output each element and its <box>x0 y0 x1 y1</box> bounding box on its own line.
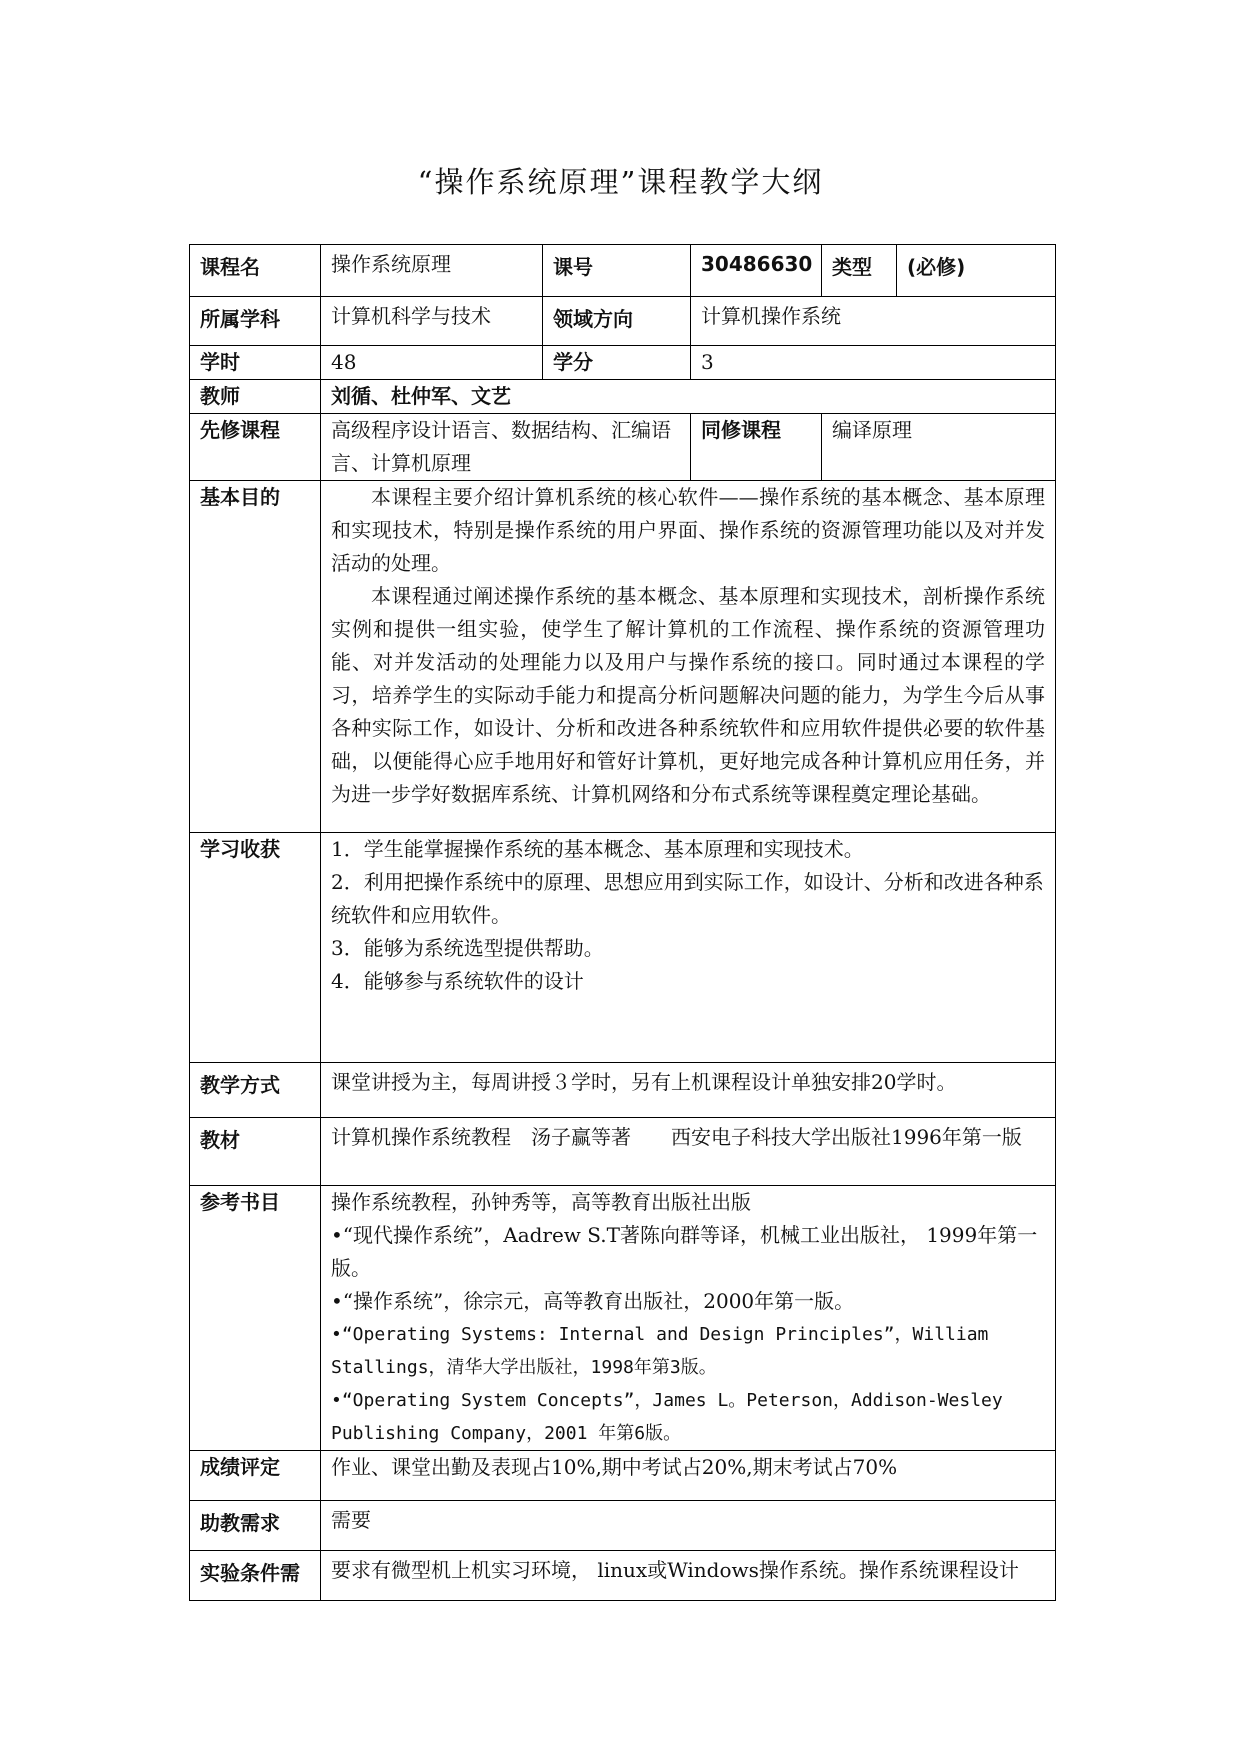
syllabus-table <box>189 244 1056 1601</box>
row-outcomes <box>190 833 1056 1063</box>
outcome-item: 1．学生能掌握操作系统的基本概念、基本原理和实现技术。 <box>331 837 864 861</box>
row-grading <box>190 1451 1056 1501</box>
grading-value: 作业、课堂出勤及表现占10%,期中考试占20%,期末考试占70% <box>321 1451 1056 1501</box>
page-title: “操作系统原理”课程教学大纲 <box>417 165 824 199</box>
ta-label: 助教需求 <box>190 1501 321 1551</box>
credits-value: 3 <box>691 346 1056 380</box>
course-type-label: 类型 <box>822 245 897 297</box>
field-label: 领域方向 <box>543 297 691 346</box>
row-prereq <box>190 414 1056 481</box>
row-course-name <box>190 245 1056 297</box>
row-discipline <box>190 297 1056 346</box>
row-teacher <box>190 380 1056 414</box>
row-lab <box>190 1551 1056 1601</box>
outcomes-value <box>321 833 1056 1063</box>
purpose-label: 基本目的 <box>190 481 321 833</box>
course-no-value: 30486630 <box>691 245 822 297</box>
row-textbook <box>190 1118 1056 1186</box>
textbook-label: 教材 <box>190 1118 321 1186</box>
row-hours <box>190 346 1056 380</box>
row-purpose <box>190 481 1056 833</box>
reference-item: •“Operating System Concepts”，James L。Peterson，Addison-Wesley Publishing Company，2001 年第6版。 <box>331 1390 1003 1444</box>
teacher-value: 刘循、杜仲军、文艺 <box>321 380 1056 414</box>
outcome-item: 2．利用把操作系统中的原理、思想应用到实际工作，如设计、分析和改进各种系统软件和应用软件。 <box>331 870 1044 927</box>
row-method <box>190 1063 1056 1118</box>
coreq-value: 编译原理 <box>822 414 1056 481</box>
row-references <box>190 1186 1056 1451</box>
reference-item: •“现代操作系统”，Aadrew S.T著陈向群等译，机械工业出版社， 1999年第一版。 <box>331 1223 1038 1280</box>
textbook-value: 计算机操作系统教程 汤子赢等著 西安电子科技大学出版社1996年第一版 <box>321 1118 1056 1186</box>
references-value <box>321 1186 1056 1451</box>
purpose-paragraph-2: 本课程通过阐述操作系统的基本概念、基本原理和实现技术，剖析操作系统实例和提供一组实验，使学生了解计算机的工作流程、操作系统的资源管理功能、对并发活动的处理能力以及用户与操作系统的接口。同时通过本课程的学习，培养学生的实际动手能力和提高分析问题解决问题的能力，为学生今后从事各种实际工作，如设计、分析和改进各种系统软件和应用软件提供必要的软件基础，以便能得心应手地用好和管好计算机，更好地完成各种计算机应用任务，并为进一步学好数据库系统、计算机网络和分布式系统等课程奠定理论基础。 <box>331 584 1045 806</box>
outcomes-label: 学习收获 <box>190 833 321 1063</box>
method-value: 课堂讲授为主，每周讲授３学时，另有上机课程设计单独安排20学时。 <box>321 1063 1056 1118</box>
lab-label: 实验条件需 <box>190 1551 321 1601</box>
teacher-label: 教师 <box>190 380 321 414</box>
course-type-value: (必修) <box>897 245 1056 297</box>
coreq-label: 同修课程 <box>691 414 822 481</box>
prereq-value: 高级程序设计语言、数据结构、汇编语言、计算机原理 <box>321 414 691 481</box>
reference-item: 操作系统教程，孙钟秀等，高等教育出版社出版 <box>331 1190 751 1214</box>
outcome-item: 4．能够参与系统软件的设计 <box>331 969 584 993</box>
references-label: 参考书目 <box>190 1186 321 1451</box>
credits-label: 学分 <box>543 346 691 380</box>
discipline-label: 所属学科 <box>190 297 321 346</box>
purpose-value <box>321 481 1056 833</box>
outcome-item: 3．能够为系统选型提供帮助。 <box>331 936 604 960</box>
ta-value: 需要 <box>321 1501 1056 1551</box>
reference-item: •“Operating Systems: Internal and Design Principles”，William Stallings，清华大学出版社，1998年第3版。 <box>331 1324 989 1378</box>
course-name-label: 课程名 <box>190 245 321 297</box>
row-ta <box>190 1501 1056 1551</box>
discipline-value: 计算机科学与技术 <box>321 297 543 346</box>
hours-value: 48 <box>321 346 543 380</box>
purpose-paragraph-1: 本课程主要介绍计算机系统的核心软件——操作系统的基本概念、基本原理和实现技术，特别是操作系统的用户界面、操作系统的资源管理功能以及对并发活动的处理。 <box>331 485 1045 575</box>
prereq-label: 先修课程 <box>190 414 321 481</box>
field-value: 计算机操作系统 <box>691 297 1056 346</box>
course-no-label: 课号 <box>543 245 691 297</box>
reference-item: •“操作系统”，徐宗元，高等教育出版社，2000年第一版。 <box>331 1289 855 1313</box>
lab-value: 要求有微型机上机实习环境， linux或Windows操作系统。操作系统课程设计 <box>321 1551 1056 1601</box>
course-name-value: 操作系统原理 <box>321 245 543 297</box>
grading-label: 成绩评定 <box>190 1451 321 1501</box>
method-label: 教学方式 <box>190 1063 321 1118</box>
hours-label: 学时 <box>190 346 321 380</box>
